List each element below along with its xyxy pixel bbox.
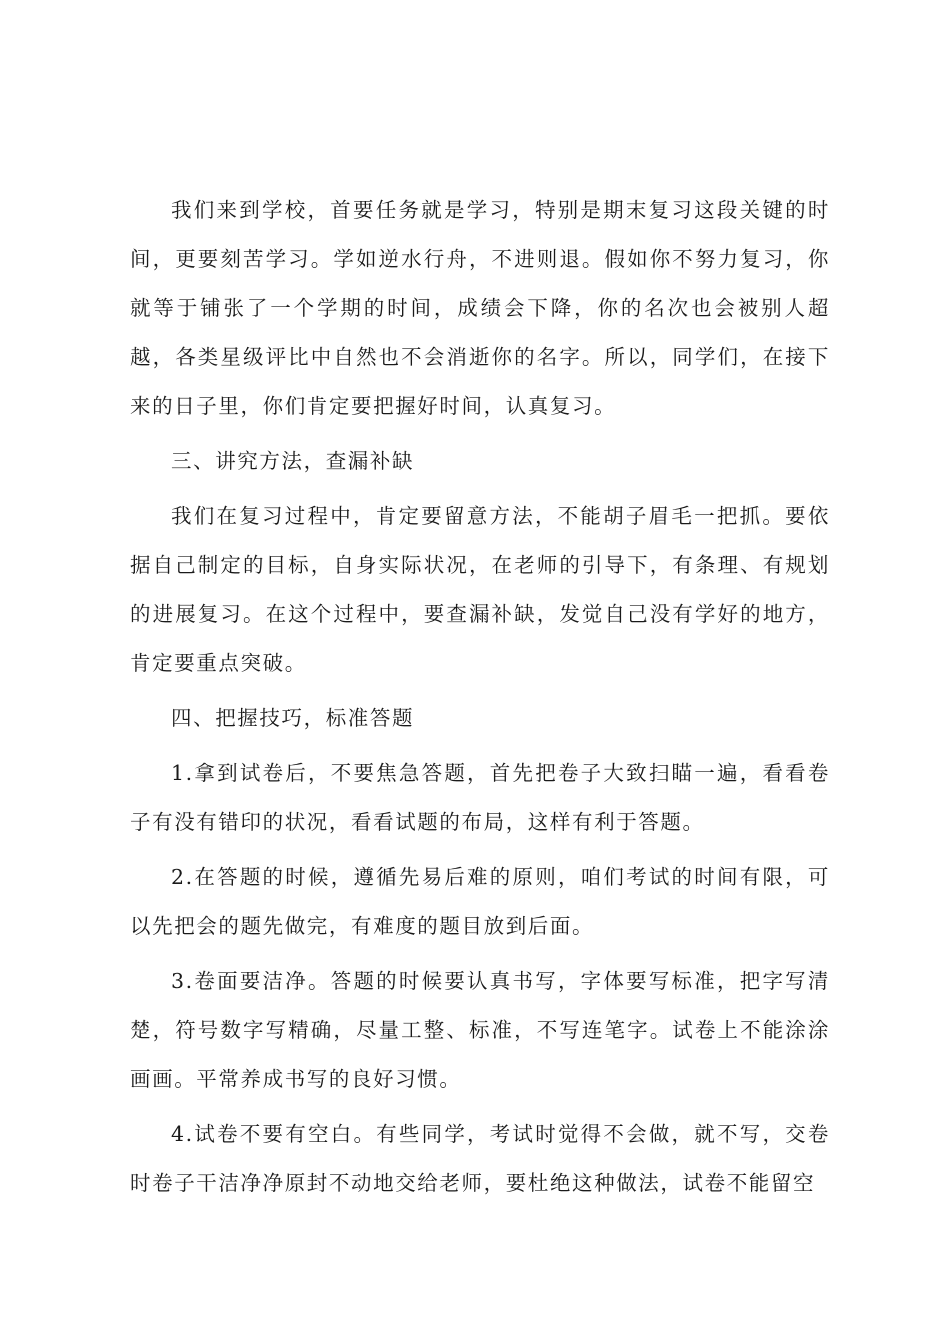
paragraph-review-method: 我们在复习过程中，肯定要留意方法，不能胡子眉毛一把抓。要依据自己制定的目标，自身实际状况，在老师的引导下，有条理、有规划的进展复习。在这个过程中，要查漏补缺，发觉自己没有学好的地方，肯定要重点突破。 bbox=[130, 504, 830, 675]
document-body bbox=[130, 186, 830, 1208]
section-heading-three: 三、讲究方法，查漏补缺 bbox=[171, 449, 415, 473]
paragraph-study-time: 我们来到学校，首要任务就是学习，特别是期末复习这段关键的时间，更要刻苦学习。学如逆水行舟，不进则退。假如你不努力复习，你就等于铺张了一个学期的时间，成绩会下降，你的名次也会被别人超越，各类星级评比中自然也不会消逝你的名字。所以，同学们，在接下来的日子里，你们肯定要把握好时间，认真复习。 bbox=[130, 198, 830, 418]
list-item-2: 2.在答题的时候，遵循先易后难的原则，咱们考试的时间有限，可以先把会的题先做完，有难度的题目放到后面。 bbox=[130, 865, 830, 938]
list-item-4: 4.试卷不要有空白。有些同学，考试时觉得不会做，就不写，交卷时卷子干洁净净原封不动地交给老师，要杜绝这种做法，试卷不能留空 bbox=[130, 1122, 830, 1195]
section-heading-four: 四、把握技巧，标准答题 bbox=[171, 706, 415, 730]
list-item-1: 1.拿到试卷后，不要焦急答题，首先把卷子大致扫瞄一遍，看看卷子有没有错印的状况，看看试题的布局，这样有利于答题。 bbox=[130, 761, 830, 834]
list-item-3: 3.卷面要洁净。答题的时候要认真书写，字体要写标准，把字写清楚，符号数字写精确，尽量工整、标准，不写连笔字。试卷上不能涂涂画画。平常养成书写的良好习惯。 bbox=[130, 969, 830, 1091]
